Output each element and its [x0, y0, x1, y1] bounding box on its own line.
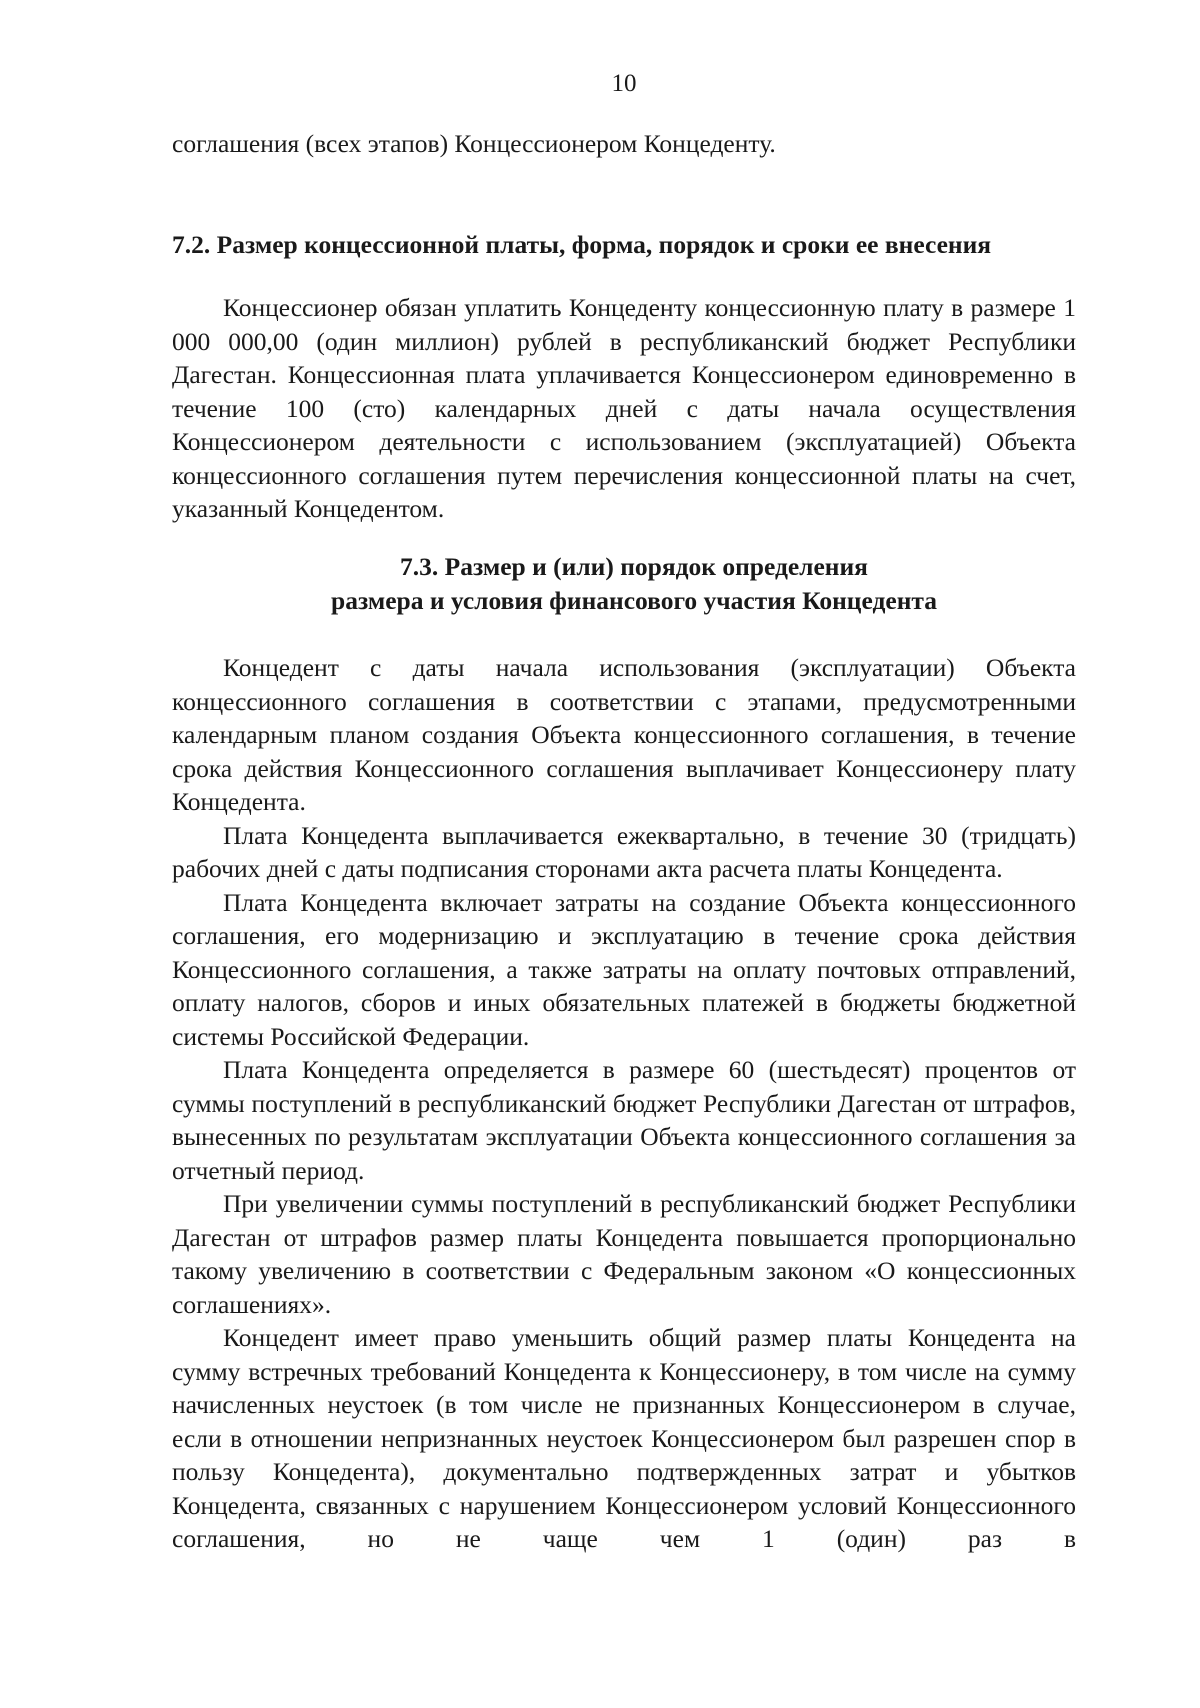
section-7-3-paragraph-3: Плата Концедента включает затраты на создание Объекта концессионного соглашения, его модернизацию и эксплуатацию в течение срока действия Концессионного соглашения, а также затраты на оплату почтовых отправлений, оплату налогов, сборов и иных обязательных платежей в бюджеты бюджетной системы Российской Федерации. [172, 887, 1076, 1051]
section-7-3-heading [172, 550, 1086, 618]
continuation-text: соглашения (всех этапов) Концессионером Концеденту. [172, 129, 776, 158]
section-7-3-paragraph-1: Концедент с даты начала использования (эксплуатации) Объекта концессионного соглашения в соответствии с этапами, предусмотренными календарным планом создания Объекта концессионного соглашения, в течение срока действия Концессионного соглашения выплачивает Концессионеру плату Концедента. [172, 653, 1076, 816]
section-7-3-paragraph-4: Плата Концедента определяется в размере 60 (шестьдесят) процентов от суммы поступлений в республиканский бюджет Республики Дагестан от штрафов, вынесенных по результатам эксплуатации Объекта концессионного соглашения за отчетный период. [172, 1055, 1076, 1185]
section-7-3-body [172, 651, 1076, 1556]
section-7-3-heading-line-2: размера и условия финансового участия Концедента [331, 586, 937, 615]
section-7-2-heading: 7.2. Размер концессионной платы, форма, порядок и сроки ее внесения [172, 230, 992, 259]
section-7-3-paragraph-6: Концедент имеет право уменьшить общий размер платы Концедента на сумму встречных требований Концедента к Концессионеру, в том числе на сумму начисленных неустоек (в том числе не признанных Концессионером в случае, если в отношении непризнанных неустоек Концессионером был разрешен спор в пользу Концедента), документально подтвержденных затрат и убытков Концедента, связанных с нарушением Концессионером условий Концессионного соглашения, но не чаще чем 1 (один) раз в [172, 1323, 1076, 1553]
page-number: 10 [611, 70, 637, 97]
section-7-3-paragraph-5: При увеличении суммы поступлений в республиканский бюджет Республики Дагестан от штрафов размер платы Концедента повышается пропорционально такому увеличению в соответствии с Федеральным законом «О концессионных соглашениях». [172, 1189, 1076, 1319]
section-7-2-paragraph: Концессионер обязан уплатить Концеденту концессионную плату в размере 1 000 000,00 (один миллион) рублей в республиканский бюджет Республики Дагестан. Концессионная плата уплачивается Концессионером единовременно в течение 100 (сто) календарных дней с даты начала осуществления Концессионером деятельности с использованием (эксплуатацией) Объекта концессионного соглашения путем перечисления концессионной платы на счет, указанный Концедентом. [172, 293, 1076, 523]
section-7-3-paragraph-2: Плата Концедента выплачивается ежеквартально, в течение 30 (тридцать) рабочих дней с даты подписания сторонами акта расчета платы Концедента. [172, 820, 1076, 883]
section-7-3-heading-line-1: 7.3. Размер и (или) порядок определения [400, 552, 868, 581]
continuation-line [172, 127, 1076, 161]
section-7-2-body [172, 291, 1076, 526]
